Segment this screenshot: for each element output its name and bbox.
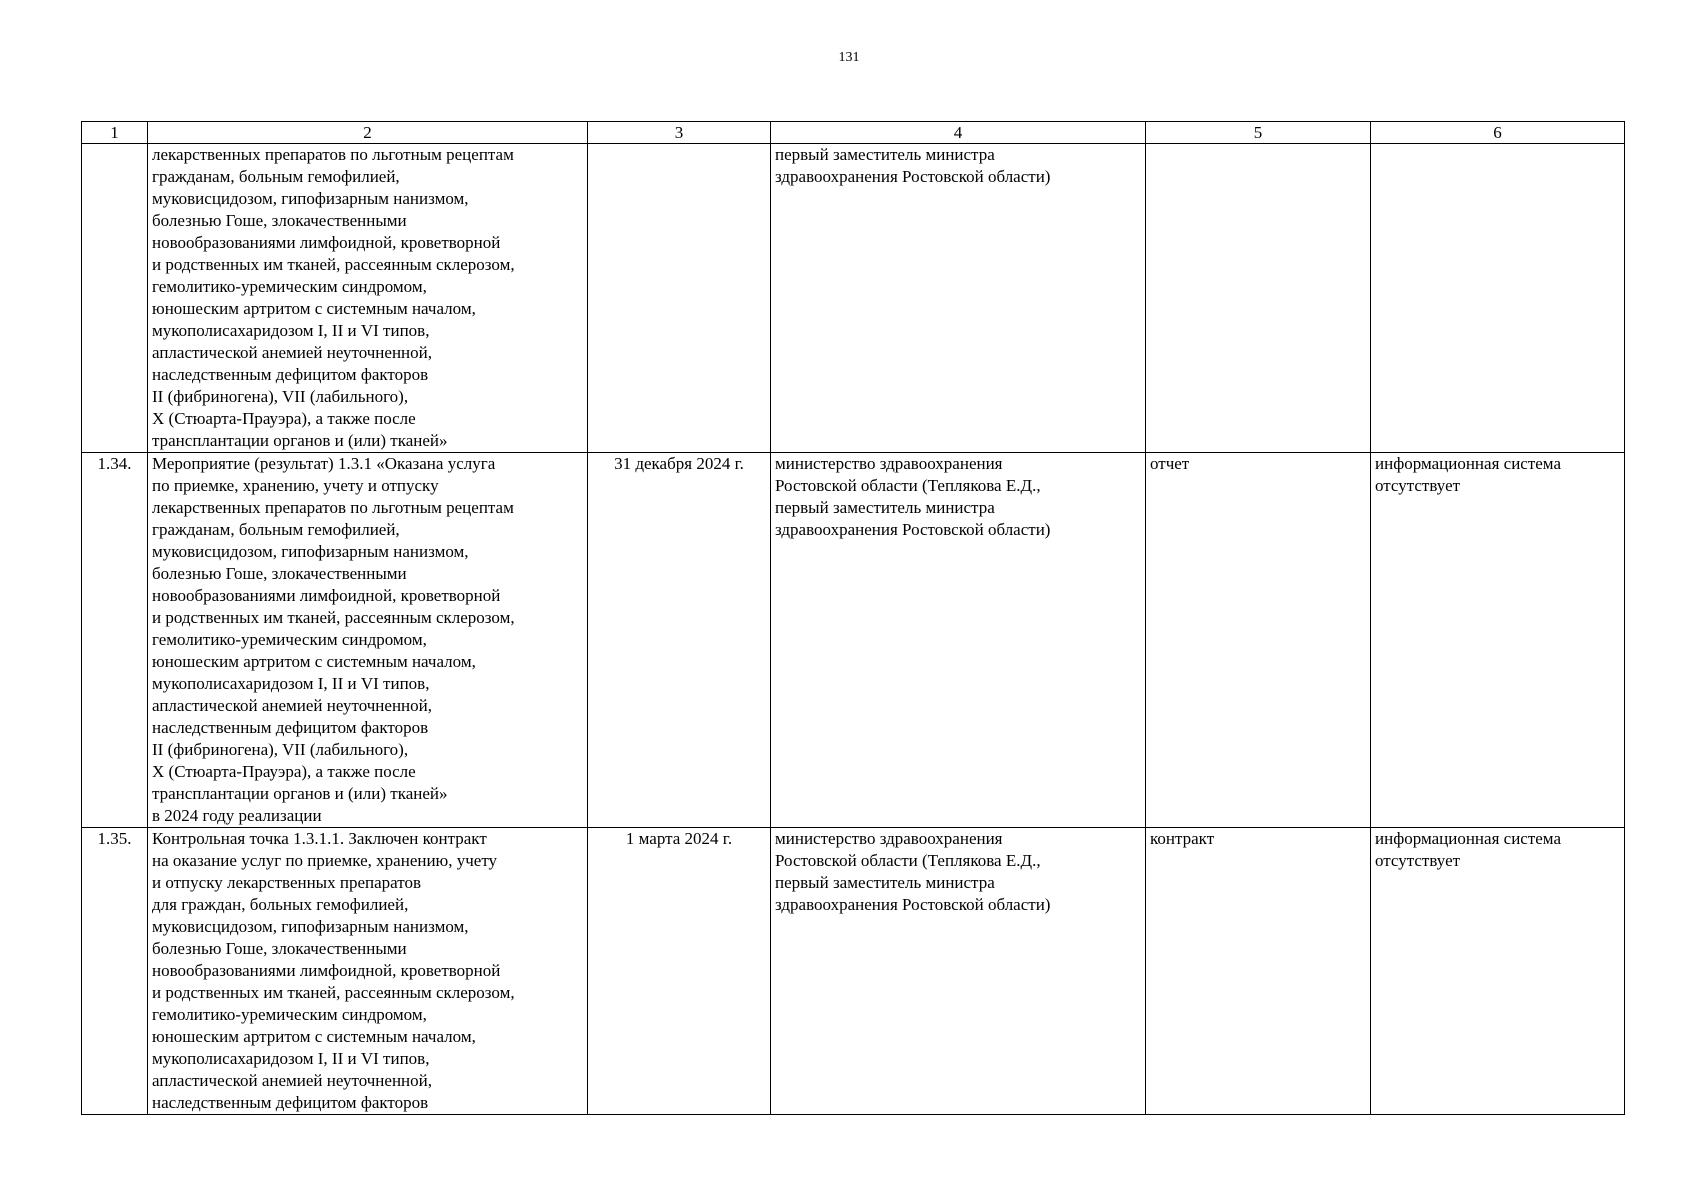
table-row (82, 453, 1625, 828)
row-document-type: отчет (1146, 453, 1371, 828)
row-deadline: 31 декабря 2024 г. (588, 453, 771, 828)
table-header-row (82, 122, 1625, 144)
row-document-type: контракт (1146, 828, 1371, 1115)
row-document-type (1146, 144, 1371, 453)
row-responsible: министерство здравоохранения Ростовской области (Теплякова Е.Д., первый заместитель министра здравоохранения Ростовской области) (771, 828, 1146, 1115)
column-header-3: 3 (588, 122, 771, 144)
row-information-system (1371, 144, 1625, 453)
column-header-6: 6 (1371, 122, 1625, 144)
column-header-4: 4 (771, 122, 1146, 144)
row-description: Контрольная точка 1.3.1.1. Заключен контракт на оказание услуг по приемке, хранению, учету и отпуску лекарственных препаратов для граждан, больных гемофилией, муковисцидозом, гипофизарным нанизмом, болезнью Гоше, злокачественными новообразованиями лимфоидной, кроветворной и родственных им тканей, рассеянным склерозом, гемолитико-уремическим синдромом, юношеским артритом с системным началом, мукополисахаридозом I, II и VI типов, апластической анемией неуточненной, наследственным дефицитом факторов (148, 828, 588, 1115)
row-deadline: 1 марта 2024 г. (588, 828, 771, 1115)
row-information-system: информационная система отсутствует (1371, 453, 1625, 828)
row-deadline (588, 144, 771, 453)
table-row (82, 828, 1625, 1115)
row-responsible: министерство здравоохранения Ростовской области (Теплякова Е.Д., первый заместитель министра здравоохранения Ростовской области) (771, 453, 1146, 828)
column-header-5: 5 (1146, 122, 1371, 144)
column-header-1: 1 (82, 122, 148, 144)
row-responsible: первый заместитель министра здравоохранения Ростовской области) (771, 144, 1146, 453)
table-row (82, 144, 1625, 453)
row-number: 1.35. (82, 828, 148, 1115)
row-number (82, 144, 148, 453)
row-number: 1.34. (82, 453, 148, 828)
row-description: лекарственных препаратов по льготным рецептам гражданам, больным гемофилией, муковисцидозом, гипофизарным нанизмом, болезнью Гоше, злокачественными новообразованиями лимфоидной, кроветворной и родственных им тканей, рассеянным склерозом, гемолитико-уремическим синдромом, юношеским артритом с системным началом, мукополисахаридозом I, II и VI типов, апластической анемией неуточненной, наследственным дефицитом факторов II (фибриногена), VII (лабильного), X (Стюарта-Прауэра), а также после трансплантации органов и (или) тканей» (148, 144, 588, 453)
page-number: 131 (838, 50, 860, 65)
row-information-system: информационная система отсутствует (1371, 828, 1625, 1115)
plan-table (81, 121, 1625, 1115)
column-header-2: 2 (148, 122, 588, 144)
row-description: Мероприятие (результат) 1.3.1 «Оказана услуга по приемке, хранению, учету и отпуску лекарственных препаратов по льготным рецептам гражданам, больным гемофилией, муковисцидозом, гипофизарным нанизмом, болезнью Гоше, злокачественными новообразованиями лимфоидной, кроветворной и родственных им тканей, рассеянным склерозом, гемолитико-уремическим синдромом, юношеским артритом с системным началом, мукополисахаридозом I, II и VI типов, апластической анемией неуточненной, наследственным дефицитом факторов II (фибриногена), VII (лабильного), X (Стюарта-Прауэра), а также после трансплантации органов и (или) тканей» в 2024 году реализации (148, 453, 588, 828)
